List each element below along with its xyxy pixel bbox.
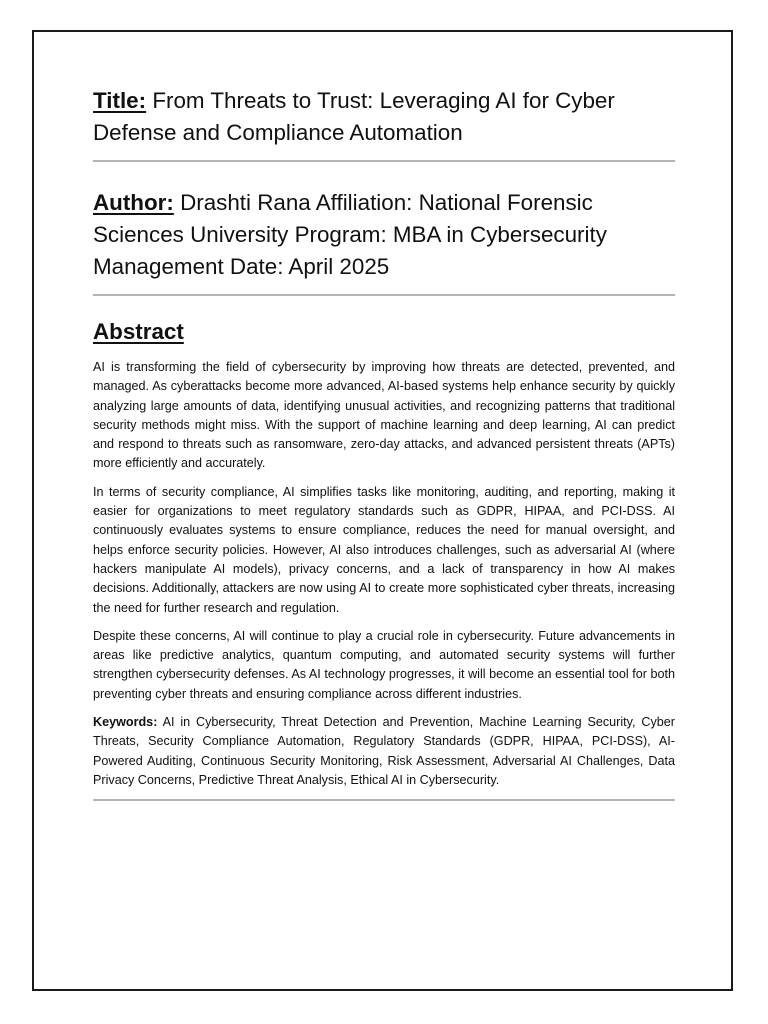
keywords-paragraph: [93, 713, 675, 790]
author-label: Author:: [93, 190, 174, 215]
paper-content: [93, 85, 675, 801]
author-block: [93, 187, 675, 283]
keywords-label: Keywords:: [93, 715, 158, 730]
title-label: Title:: [93, 88, 147, 113]
abstract-paragraph-3: Despite these concerns, AI will continue to play a crucial role in cybersecurity. Future advancements in areas like predictive analytics, quantum computing, and automated security systems will further strengthen cybersecurity defenses. As AI technology progresses, it will become an essential tool for both preventing cyber threats and ensuring compliance across different industries.: [93, 628, 675, 701]
divider: [93, 799, 675, 801]
keywords-list: AI in Cybersecurity, Threat Detection and Prevention, Machine Learning Security, Cyber Threats, Security Compliance Automation, Regulatory Standards (GDPR, HIPAA, PCI-DSS), AI-Powered Auditing, Continuous Security Monitoring, Risk Assessment, Adversarial AI Challenges, Data Privacy Concerns, Predictive Threat Analysis, Ethical AI in Cybersecurity.: [93, 715, 675, 787]
divider: [93, 160, 675, 162]
divider: [93, 294, 675, 296]
author-info: Drashti Rana Affiliation: National Forensic Sciences University Program: MBA in Cybersecurity Management Date: April 2025: [93, 190, 607, 279]
abstract-heading: Abstract: [93, 319, 184, 344]
abstract-paragraph-1: AI is transforming the field of cybersecurity by improving how threats are detected, prevented, and managed. As cyberattacks become more advanced, AI-based systems help enhance security by quickly analyzing large amounts of data, identifying unusual activities, and recognizing patterns that traditional security methods might miss. With the support of machine learning and deep learning, AI can predict and respond to threats such as ransomware, zero-day attacks, and advanced persistent threats (APTs) more efficiently and accurately.: [93, 360, 675, 471]
abstract-paragraph-2: In terms of security compliance, AI simplifies tasks like monitoring, auditing, and reporting, making it easier for organizations to meet regulatory standards such as GDPR, HIPAA, and PCI-DSS. AI continuously evaluates systems to ensure compliance, reduces the need for manual oversight, and helps enforce security policies. However, AI also introduces challenges, such as adversarial AI (where hackers manipulate AI models), privacy concerns, and a lack of transparency in how AI makes decisions. Additionally, attackers are now using AI to create more sophisticated cyber threats, increasing the need for further research and regulation.: [93, 484, 675, 615]
title-block: [93, 85, 675, 149]
paper-title: From Threats to Trust: Leveraging AI for Cyber Defense and Compliance Automation: [93, 88, 615, 145]
